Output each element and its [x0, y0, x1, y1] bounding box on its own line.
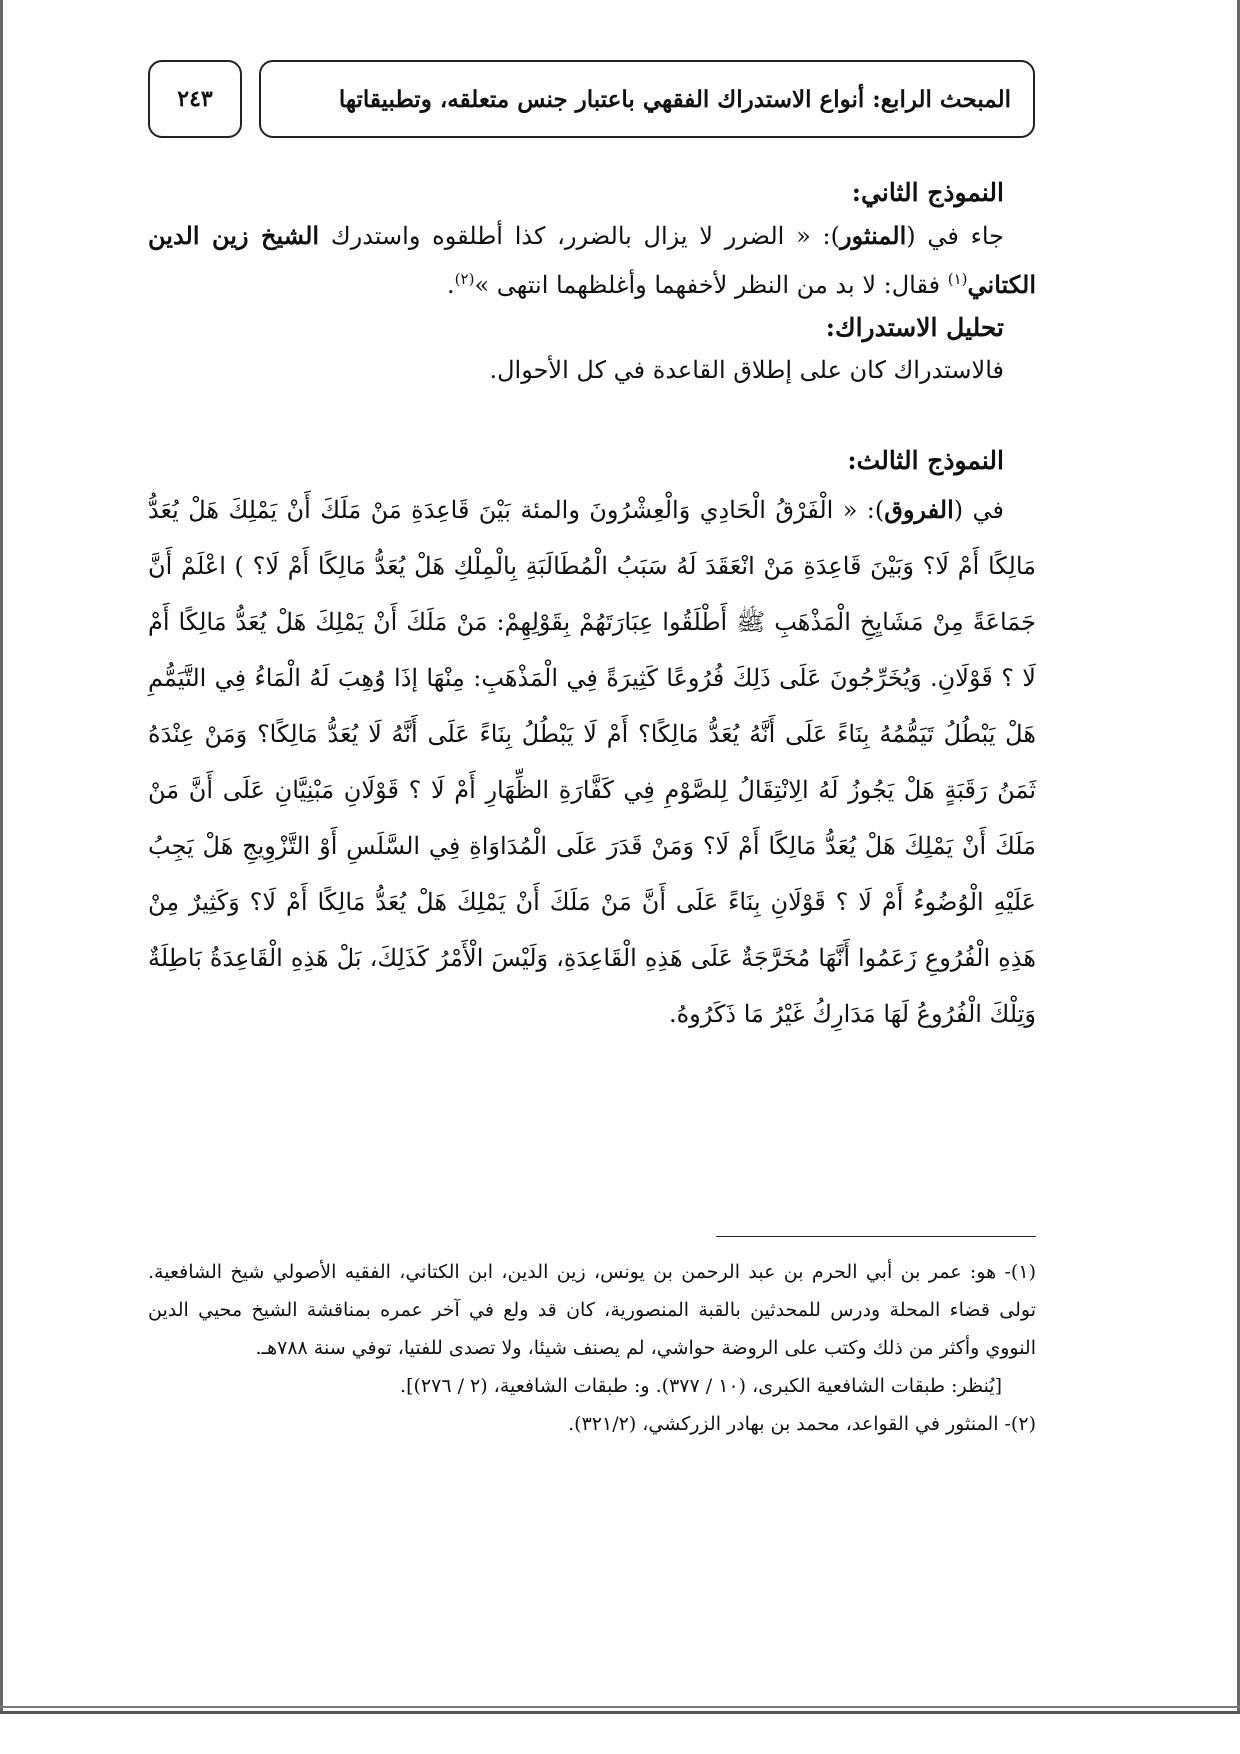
main-content — [148, 172, 1036, 1042]
analysis-text: فالاستدراك كان على إطلاق القاعدة في كل الأحوال. — [489, 356, 1004, 384]
analysis-heading: تحليل الاستدراك: — [825, 313, 1004, 342]
source-name-furuq: الفروق — [884, 495, 954, 524]
page-frame-left — [0, 0, 3, 1712]
page-frame-bottom — [0, 1706, 1240, 1714]
page-number-box — [148, 60, 242, 138]
footnote-1: (١)- هو: عمر بن أبي الحرم بن عبد الرحمن بن يونس، زين الدين، ابن الكتاني، الفقيه الأصولي شيخ الشافعية. تولى قضاء المحلة ودرس للمحدثين بالقبة المنصورية، كان قد ولع في آخر عمره بمناقشة الشيخ محيي الدين النووي وأكثر من ذلك وكتب على الروضة حواشي، لم يصنف شيئا، ولا تصدى للفتيا، توفي سنة ٧٨٨هـ. — [148, 1261, 1036, 1359]
footnotes — [148, 1253, 1036, 1443]
section-heading-example-3: النموذج الثالث: — [847, 446, 1004, 475]
example-2-paragraph: جاء في (المنثور): « الضرر لا يزال بالضرر، كذا أطلقوه واستدرك الشيخ زين الدين الكتاني$^{(١)}$ فقال: لا بد من النظر لأخفهما وأغلظهما انتهى »$^{(٢)}$. — [148, 221, 1036, 299]
footnote-2: (٢)- المنثور في القواعد، محمد بن بهادر الزركشي، (٣٢١/٢). — [568, 1413, 1036, 1435]
source-name: المنثور — [839, 221, 907, 250]
footnote-separator — [716, 1236, 1036, 1237]
section-heading-example-2: النموذج الثاني: — [851, 178, 1004, 207]
footnote-ref-2: (٢) — [454, 270, 475, 288]
running-header — [259, 60, 1035, 138]
footnote-1-reference: [يُنظر: طبقات الشافعية الكبرى، (١٠ / ٣٧٧). و: طبقات الشافعية، (٢ / ٢٧٦)]. — [400, 1375, 1002, 1397]
example-3-paragraph: في (الفروق): « الْفَرْقُ الْحَادِي وَالْعِشْرُونَ والمئة بَيْنَ قَاعِدَةِ مَنْ مَلَكَ أَنْ يَمْلِكَ هَلْ يُعَدُّ مَالِكًا أَمْ لَا؟ وَبَيْنَ قَاعِدَةِ مَنْ انْعَقَدَ لَهُ سَبَبُ الْمُطَالَبَةِ بِالْمِلْكِ هَلْ يُعَدُّ مَالِكًا أَمْ لَا؟ ) اعْلَمْ أَنَّ جَمَاعَةً مِنْ مَشَايِخِ الْمَذْهَبِ ﷺ أَطْلَقُوا عِبَارَتَهُمْ بِقَوْلِهِمْ: مَنْ مَلَكَ أَنْ يَمْلِكَ هَلْ يُعَدُّ مَالِكًا أَمْ لَا ؟ قَوْلَانِ. وَيُخَرِّجُونَ عَلَى ذَلِكَ فُرُوعًا كَثِيرَةً فِي الْمَذْهَبِ: مِنْهَا إذَا وُهِبَ لَهُ الْمَاءُ فِي التَّيَمُّمِ هَلْ يَبْطُلُ تَيَمُّمُهُ بِنَاءً عَلَى أَنَّهُ يُعَدُّ مَالِكًا؟ أَمْ لَا يَبْطُلُ بِنَاءً عَلَى أَنَّهُ لَا يُعَدُّ مَالِكًا؟ وَمَنْ عِنْدَهُ ثَمَنُ رَقَبَةٍ هَلْ يَجُوزُ لَهُ الِانْتِقَالُ لِلصَّوْمِ فِي كَفَّارَةِ الظِّهَارِ أَمْ لَا ؟ قَوْلَانِ مَبْنِيَّانِ عَلَى أَنَّ مَنْ مَلَكَ أَنْ يَمْلِكَ هَلْ يُعَدُّ مَالِكًا أَمْ لَا؟ وَمَنْ قَدَرَ عَلَى الْمُدَاوَاةِ فِي السَّلَسِ أَوْ التَّزْوِيجِ هَلْ يَجِبُ عَلَيْهِ الْوُضُوءُ أَمْ لَا ؟ قَوْلَانِ بِنَاءً عَلَى أَنَّ مَنْ مَلَكَ أَنْ يَمْلِكَ هَلْ يُعَدُّ مَالِكًا أَمْ لَا؟ وَكَثِيرٌ مِنْ هَذِهِ الْفُرُوعِ زَعَمُوا أَنَّهَا مُخَرَّجَةٌ عَلَى هَذِهِ الْقَاعِدَةِ، وَلَيْسَ الْأَمْرُ كَذَلِكَ، بَلْ هَذِهِ الْقَاعِدَةُ بَاطِلَةٌ وَتِلْكَ الْفُرُوعُ لَهَا مَدَارِكُ غَيْرُ مَا ذَكَرُوهُ. — [148, 495, 1036, 1028]
page-number: ٢٤٣ — [177, 86, 213, 112]
running-header-title: المبحث الرابع: أنواع الاستدراك الفقهي باعتبار جنس متعلقه، وتطبيقاتها — [338, 85, 1011, 113]
scholar-name: الشيخ زين الدين الكتاني — [148, 221, 1036, 299]
footnote-ref-1: (١) — [947, 270, 968, 288]
